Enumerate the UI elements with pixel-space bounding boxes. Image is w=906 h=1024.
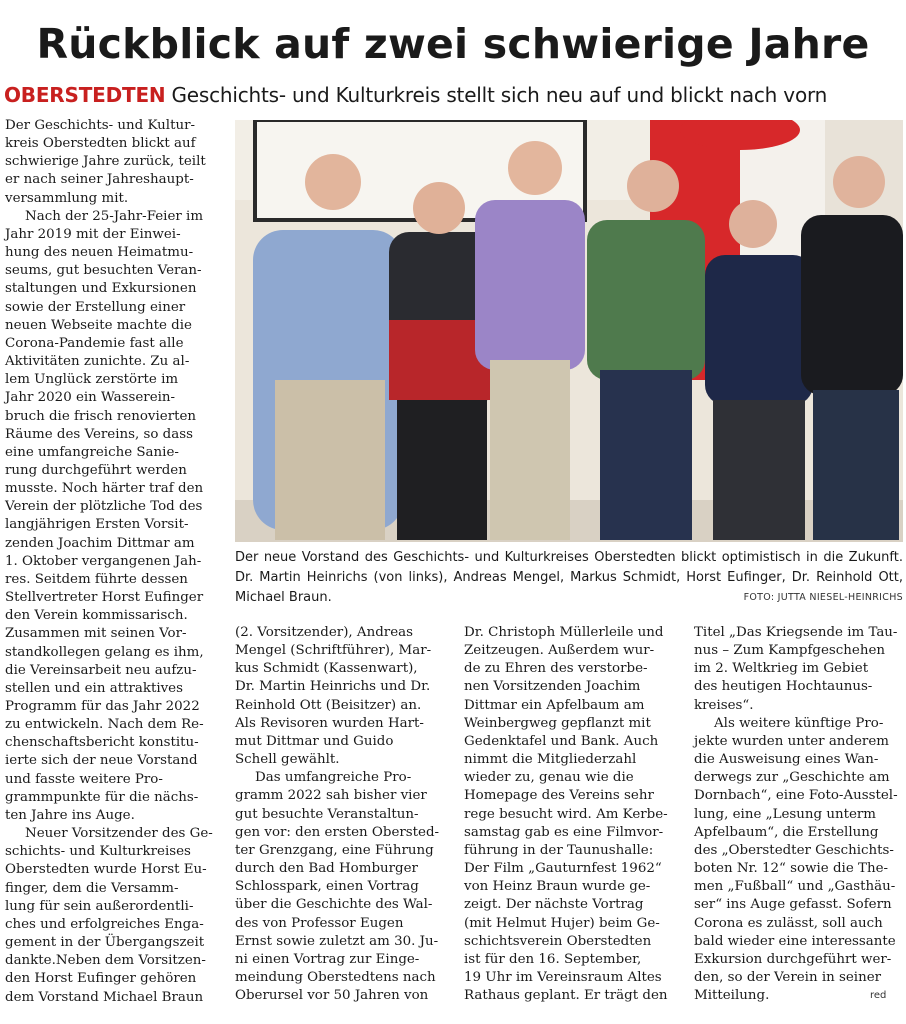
column-4 <box>694 624 902 1005</box>
dek: Geschichts- und Kulturkreis stellt sich neu auf und blickt nach vorn <box>171 83 828 107</box>
paragraph: Der Geschichts- und Kultur- kreis Oberstedten blickt auf schwierige Jahre zurück, teilt er nach seiner Jahreshaupt- versammlung mit. <box>5 118 206 206</box>
paragraph: Das umfangreiche Pro- gramm 2022 sah bisher vier gut besuchte Veranstaltun- gen vor: den ersten Obersted- ter Grenzgang, eine Führung durch den Bad Homburger Schlosspark, einen Vortrag über die Geschichte des Wal- des von Professor Eugen Ernst sowie zuletzt am 30. Ju- ni einen Vortrag zur Einge- meindung Oberstedtens nach Oberursel vor 50 Jahren von <box>235 770 440 1004</box>
kicker-location: OBERSTEDTEN <box>4 83 166 107</box>
author-signoff: red <box>870 990 887 1001</box>
paragraph: Nach der 25-Jahr-Feier im Jahr 2019 mit der Einwei- hung des neuen Heimatmu- seums, gut besuchten Veran- staltungen und Exkursionen sowie der Erstellung einer neuen Webseite machte die Corona-Pandemie fast alle Aktivitäten zunichte. Zu al- lem Unglück zerstörte im Jahr 2020 ein Wasserein- bruch die frisch renovierten Räume des Vereins, so dass eine umfangreiche Sanie- rung durchgeführt werden musste. Noch härter traf den Verein der plötzliche Tod des langjährigen Ersten Vorsit- zenden Joachim Dittmar am 1. Oktober vergangenen Jah- res. Seitdem führte dessen Stellvertreter Horst Eufinger den Verein kommissarisch. Zusammen mit seinen Vor- standkollegen gelang es ihm, die Vereinsarbeit neu aufzu- stellen und ein attraktives Programm für das Jahr 2022 zu entwickeln. Nach dem Re- chenschaftsbericht konstitu- ierte sich der neue Vorstand und fasste weitere Pro- grammpunkte für die nächs- ten Jahre ins Auge. <box>5 208 204 823</box>
paragraph: Titel „Das Kriegsende im Tau- nus – Zum Kampfgeschehen im 2. Weltkrieg im Gebiet des heutigen Hochtaunus- kreises“. <box>694 625 898 713</box>
subheadline <box>4 80 904 110</box>
photo-caption: Der neue Vorstand des Geschichts- und Kulturkreises Oberstedten blickt optimistisch in die Zukunft. Dr. Martin Heinrichs (von links), Andreas Mengel, Markus Schmidt, Horst Eufinger, Dr. Reinhold Ott, Michael Braun. <box>235 550 903 605</box>
headline: Rückblick auf zwei schwierige Jahre <box>36 20 870 68</box>
paragraph: Als weitere künftige Pro- jekte wurden unter anderem die Ausweisung eines Wan- derwegs zur „Geschichte am Dornbach“, eine Foto-Ausstel- lung, eine „Lesung unterm Apfelbaum“, die Erstellung des „Oberstedter Geschichts- boten Nr. 12“ sowie die The- men „Fußball“ und „Gasthäu- ser“ ins Auge gefasst. Sofern Corona es zulässt, soll auch bald wieder eine interessante Exkursion durchgeführt wer- den, so der Verein in seiner Mitteilung. <box>694 715 898 1004</box>
photo-credit: FOTO: JUTTA NIESEL-HEINRICHS <box>743 592 903 603</box>
paragraph: Dr. Christoph Müllerleile und Zeitzeugen. Außerdem wur- de zu Ehren des verstorbe- nen Vorsitzenden Joachim Dittmar ein Apfelbaum am Weinbergweg gepflanzt mit Gedenktafel und Bank. Auch nimmt die Mitgliederzahl wieder zu, genau wie die Homepage des Vereins sehr rege besucht wird. Am Kerbe- samstag gab es eine Filmvor- führung in der Taunushalle: Der Film „Gauturnfest 1962“ von Heinz Braun wurde ge- zeigt. Der nächste Vortrag (mit Helmut Hujer) beim Ge- schichtsverein Oberstedten ist für den 16. September, 19 Uhr im Vereinsraum Altes Rathaus geplant. Er trägt den <box>464 625 668 1004</box>
column-1 <box>5 117 213 1007</box>
column-2 <box>235 624 443 1005</box>
paragraph: Neuer Vorsitzender des Ge- schichts- und Kulturkreises Oberstedten wurde Horst Eu- finger, dem die Versamm- lung für sein außerordentli- ches und erfolgreiches Enga- gement in der Übergangszeit dankte.Neben dem Vorsitzen- den Horst Eufinger gehören dem Vorstand Michael Braun <box>5 826 213 1005</box>
column-3 <box>464 624 672 1005</box>
group-photo <box>235 120 903 542</box>
paragraph: (2. Vorsitzender), Andreas Mengel (Schriftführer), Mar- kus Schmidt (Kassenwart), Dr. Martin Heinrichs und Dr. Reinhold Ott (Beisitzer) an. Als Revisoren wurden Hart- mut Dittmar und Guido Schell gewählt. <box>235 625 432 768</box>
